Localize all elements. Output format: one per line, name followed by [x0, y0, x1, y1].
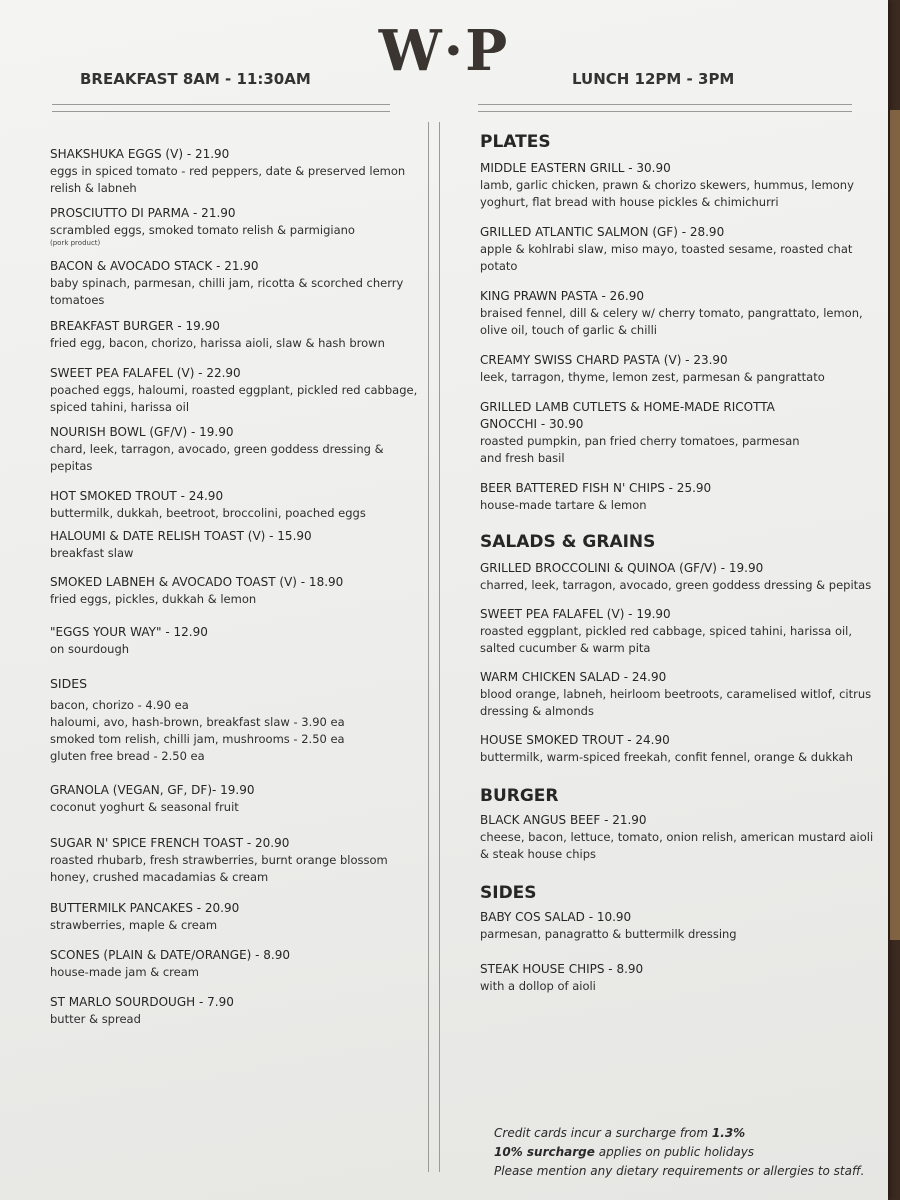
holiday-note: 10% surcharge applies on public holidays [494, 1145, 755, 1159]
menu-item: STEAK HOUSE CHIPS - 8.90 with a dollop of aioli [480, 962, 644, 993]
surcharge-note: Credit cards incur a surcharge from 1.3% [494, 1126, 746, 1140]
menu-item: HALOUMI & DATE RELISH TOAST (V) - 15.90 breakfast slaw [50, 529, 312, 560]
menu-item: SMOKED LABNEH & AVOCADO TOAST (V) - 18.90 fried eggs, pickles, dukkah & lemon [50, 575, 344, 606]
menu-item: KING PRAWN PASTA - 26.90 braised fennel, dill & celery w/ cherry tomato, pangrattato, lemon, olive oil, touch of garlic & chilli [480, 289, 863, 337]
menu-item: PROSCIUTTO DI PARMA - 21.90 scrambled eggs, smoked tomato relish & parmigiano (pork product) [50, 206, 355, 247]
menu-item: ST MARLO SOURDOUGH - 7.90 butter & spread [50, 995, 234, 1026]
side-line: haloumi, avo, hash-brown, breakfast slaw - 3.90 ea [50, 715, 345, 729]
menu-item: GRILLED BROCCOLINI & QUINOA (GF/V) - 19.90 charred, leek, tarragon, avocado, green goddess dressing & pepitas [480, 561, 872, 592]
menu-item: BEER BATTERED FISH N' CHIPS - 25.90 house-made tartare & lemon [480, 481, 712, 512]
divider [478, 111, 852, 112]
side-line: bacon, chorizo - 4.90 ea [50, 698, 189, 712]
divider [478, 104, 852, 105]
side-line: smoked tom relish, chilli jam, mushrooms - 2.50 ea [50, 732, 345, 746]
menu-item: BREAKFAST BURGER - 19.90 fried egg, bacon, chorizo, harissa aioli, slaw & hash brown [50, 319, 385, 350]
menu-item: SUGAR N' SPICE FRENCH TOAST - 20.90 roasted rhubarb, fresh strawberries, burnt orange blossom honey, crushed macadamias & cream [50, 836, 388, 884]
menu-item: GRILLED LAMB CUTLETS & HOME-MADE RICOTTA GNOCCHI - 30.90 roasted pumpkin, pan fried cherry tomatoes, parmesan and fresh basil [480, 400, 800, 465]
background-object [890, 110, 900, 940]
menu-item: BABY COS SALAD - 10.90 parmesan, panagratto & buttermilk dressing [480, 910, 737, 941]
menu-item: HOUSE SMOKED TROUT - 24.90 buttermilk, warm-spiced freekah, confit fennel, orange & dukkah [480, 733, 853, 764]
side-line: gluten free bread - 2.50 ea [50, 749, 205, 763]
footer-notes [494, 1124, 884, 1181]
menu-item: GRILLED ATLANTIC SALMON (GF) - 28.90 apple & kohlrabi slaw, miso mayo, toasted sesame, roasted chat potato [480, 225, 853, 273]
lunch-column [480, 132, 880, 995]
menu-item: SHAKSHUKA EGGS (V) - 21.90 eggs in spiced tomato - red peppers, date & preserved lemon relish & labneh [50, 147, 406, 195]
menu-item: CREAMY SWISS CHARD PASTA (V) - 23.90 leek, tarragon, thyme, lemon zest, parmesan & pangrattato [480, 353, 825, 384]
menu-item: WARM CHICKEN SALAD - 24.90 blood orange, labneh, heirloom beetroots, caramelised witlof, citrus dressing & almonds [480, 670, 872, 718]
breakfast-column [50, 146, 420, 1028]
menu-item: GRANOLA (VEGAN, GF, DF)- 19.90 coconut yoghurt & seasonal fruit [50, 783, 255, 814]
menu-item: SCONES (PLAIN & DATE/ORANGE) - 8.90 house-made jam & cream [50, 948, 291, 979]
menu-item: "EGGS YOUR WAY" - 12.90 on sourdough [50, 625, 208, 656]
plates-heading: PLATES [480, 132, 551, 152]
lunch-sides-heading: SIDES [480, 883, 537, 903]
burger-heading: BURGER [480, 786, 559, 806]
menu-item: BLACK ANGUS BEEF - 21.90 cheese, bacon, lettuce, tomato, onion relish, american mustard aioli & steak house chips [480, 813, 874, 861]
menu-item: HOT SMOKED TROUT - 24.90 buttermilk, dukkah, beetroot, broccolini, poached eggs [50, 489, 366, 520]
breakfast-sides-list [50, 697, 420, 765]
menu-item: SWEET PEA FALAFEL (V) - 19.90 roasted eggplant, pickled red cabbage, spiced tahini, harissa oil, salted cucumber & warm pita [480, 607, 853, 655]
divider [52, 104, 390, 105]
menu-item: BACON & AVOCADO STACK - 21.90 baby spinach, parmesan, chilli jam, ricotta & scorched cherry tomatoes [50, 259, 404, 307]
menu-item: MIDDLE EASTERN GRILL - 30.90 lamb, garlic chicken, prawn & chorizo skewers, hummus, lemony yoghurt, flat bread with house pickles & chimichurri [480, 161, 854, 209]
menu-item: SWEET PEA FALAFEL (V) - 22.90 poached eggs, haloumi, roasted eggplant, pickled red cabbage, spiced tahini, harissa oil [50, 366, 418, 414]
menu-item: BUTTERMILK PANCAKES - 20.90 strawberries, maple & cream [50, 901, 240, 932]
breakfast-hours: BREAKFAST 8AM - 11:30AM [80, 70, 311, 88]
breakfast-sides-heading: SIDES [50, 676, 88, 691]
salads-heading: SALADS & GRAINS [480, 532, 656, 552]
lunch-hours: LUNCH 12PM - 3PM [572, 70, 735, 88]
column-divider [439, 122, 440, 1172]
logo: W·P [378, 18, 510, 84]
column-divider [428, 122, 429, 1172]
menu-item: NOURISH BOWL (GF/V) - 19.90 chard, leek, tarragon, avocado, green goddess dressing & pepitas [50, 425, 384, 473]
divider [52, 111, 390, 112]
dietary-note: Please mention any dietary requirements or allergies to staff. [494, 1164, 865, 1178]
